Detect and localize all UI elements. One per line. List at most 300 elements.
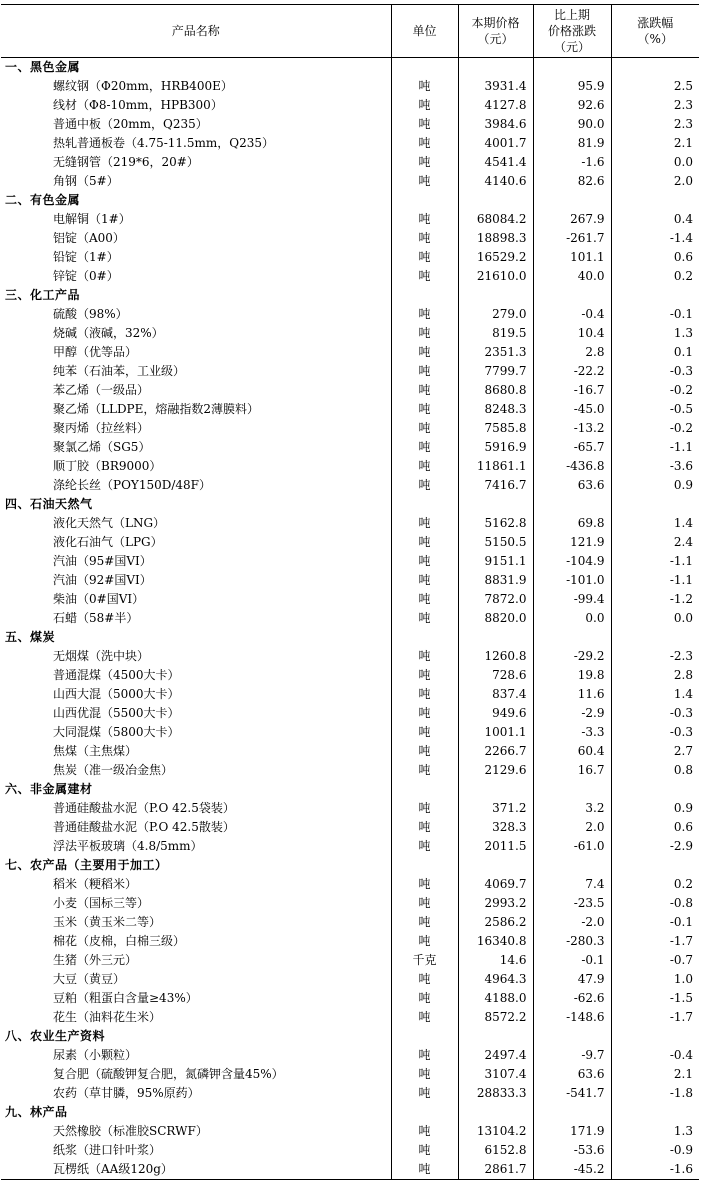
product-name-cell: 聚丙烯（拉丝料）	[53, 421, 150, 435]
percent-cell: 2.3	[611, 96, 699, 115]
category-row	[1, 495, 699, 514]
category-empty-cell	[533, 191, 611, 210]
table-row	[1, 343, 699, 362]
category-empty-cell	[611, 495, 699, 514]
unit-cell: 吨	[391, 875, 458, 894]
table-row	[1, 875, 699, 894]
product-name-cell: 普通中板（20mm，Q235）	[53, 117, 208, 131]
table-row	[1, 362, 699, 381]
change-cell: 2.8	[533, 343, 611, 362]
category-row	[1, 1103, 699, 1122]
percent-cell: -3.6	[611, 457, 699, 476]
price-cell: 5916.9	[458, 438, 533, 457]
percent-cell: 0.0	[611, 153, 699, 172]
table-row	[1, 571, 699, 590]
change-cell: -280.3	[533, 932, 611, 951]
category-name: 二、有色金属	[5, 193, 81, 207]
unit-cell: 吨	[391, 438, 458, 457]
unit-cell: 吨	[391, 761, 458, 780]
category-empty-cell	[611, 286, 699, 305]
category-row	[1, 286, 699, 305]
product-name-cell: 浮法平板玻璃（4.8/5mm）	[53, 839, 203, 853]
price-cell: 4001.7	[458, 134, 533, 153]
percent-cell: -1.1	[611, 571, 699, 590]
category-empty-cell	[458, 628, 533, 647]
change-cell: 267.9	[533, 210, 611, 229]
price-cell: 8831.9	[458, 571, 533, 590]
category-empty-cell	[533, 286, 611, 305]
price-cell: 4140.6	[458, 172, 533, 191]
change-cell: 121.9	[533, 533, 611, 552]
change-cell: 0.0	[533, 609, 611, 628]
header-price: 本期价格 （元）	[458, 5, 533, 58]
product-name-cell: 苯乙烯（一级品）	[53, 383, 150, 397]
percent-cell: -0.8	[611, 894, 699, 913]
change-cell: 63.6	[533, 476, 611, 495]
table-row	[1, 761, 699, 780]
percent-cell: -1.7	[611, 1008, 699, 1027]
change-cell: -45.0	[533, 400, 611, 419]
product-name-cell: 棉花（皮棉，白棉三级）	[53, 934, 186, 948]
percent-cell: 1.4	[611, 514, 699, 533]
change-cell: 171.9	[533, 1122, 611, 1141]
percent-cell: 0.6	[611, 818, 699, 837]
table-row	[1, 514, 699, 533]
price-cell: 68084.2	[458, 210, 533, 229]
category-name: 六、非金属建材	[5, 782, 93, 796]
unit-cell: 吨	[391, 153, 458, 172]
table-row	[1, 419, 699, 438]
product-name-cell: 角钢（5#）	[53, 174, 119, 188]
header-unit: 单位	[391, 5, 458, 58]
price-cell: 7872.0	[458, 590, 533, 609]
category-row	[1, 58, 699, 78]
change-cell: -23.5	[533, 894, 611, 913]
unit-cell: 吨	[391, 248, 458, 267]
table-row	[1, 134, 699, 153]
category-row	[1, 628, 699, 647]
category-empty-cell	[533, 1103, 611, 1122]
category-empty-cell	[391, 780, 458, 799]
product-name-cell: 聚氯乙烯（SG5）	[53, 440, 151, 454]
unit-cell: 吨	[391, 989, 458, 1008]
unit-cell: 吨	[391, 96, 458, 115]
price-cell: 2586.2	[458, 913, 533, 932]
product-name-cell: 小麦（国标三等）	[53, 896, 150, 910]
category-empty-cell	[458, 191, 533, 210]
table-row	[1, 1046, 699, 1065]
percent-cell: -0.7	[611, 951, 699, 970]
category-row	[1, 191, 699, 210]
product-name-cell: 液化天然气（LNG）	[53, 516, 166, 530]
percent-cell: 2.5	[611, 77, 699, 96]
table-row	[1, 400, 699, 419]
header-product-name: 产品名称	[1, 5, 391, 58]
price-cell: 2993.2	[458, 894, 533, 913]
change-cell: 95.9	[533, 77, 611, 96]
change-cell: -0.1	[533, 951, 611, 970]
percent-cell: -1.5	[611, 989, 699, 1008]
category-empty-cell	[533, 780, 611, 799]
table-row	[1, 818, 699, 837]
price-cell: 3931.4	[458, 77, 533, 96]
unit-cell: 吨	[391, 1084, 458, 1103]
price-cell: 4127.8	[458, 96, 533, 115]
category-empty-cell	[458, 1027, 533, 1046]
product-name-cell: 铝锭（A00）	[53, 231, 125, 245]
unit-cell: 吨	[391, 666, 458, 685]
category-name: 五、煤炭	[5, 630, 56, 644]
change-cell: -261.7	[533, 229, 611, 248]
unit-cell: 吨	[391, 400, 458, 419]
percent-cell: 0.1	[611, 343, 699, 362]
change-cell: -541.7	[533, 1084, 611, 1103]
percent-cell: -0.1	[611, 305, 699, 324]
table-row	[1, 96, 699, 115]
product-name-cell: 汽油（95#国VI）	[53, 554, 152, 568]
change-cell: 3.2	[533, 799, 611, 818]
percent-cell: 0.4	[611, 210, 699, 229]
table-row	[1, 552, 699, 571]
price-cell: 837.4	[458, 685, 533, 704]
product-name-cell: 铅锭（1#）	[53, 250, 119, 264]
change-cell: -16.7	[533, 381, 611, 400]
percent-cell: 0.2	[611, 267, 699, 286]
change-cell: -3.3	[533, 723, 611, 742]
table-row	[1, 704, 699, 723]
table-row	[1, 970, 699, 989]
category-name: 一、黑色金属	[5, 60, 81, 74]
table-row	[1, 609, 699, 628]
category-empty-cell	[391, 856, 458, 875]
table-row	[1, 799, 699, 818]
percent-cell: -1.1	[611, 552, 699, 571]
product-name-cell: 汽油（92#国VI）	[53, 573, 152, 587]
unit-cell: 吨	[391, 362, 458, 381]
unit-cell: 吨	[391, 324, 458, 343]
category-empty-cell	[533, 1027, 611, 1046]
table-row	[1, 229, 699, 248]
change-cell: -2.0	[533, 913, 611, 932]
product-name-cell: 甲醇（优等品）	[53, 345, 138, 359]
table-header	[1, 5, 699, 58]
percent-cell: 0.8	[611, 761, 699, 780]
product-name-cell: 无缝钢管（219*6，20#）	[53, 155, 199, 169]
price-cell: 8248.3	[458, 400, 533, 419]
product-name-cell: 热轧普通板卷（4.75-11.5mm，Q235）	[53, 136, 274, 150]
change-cell: 69.8	[533, 514, 611, 533]
product-name-cell: 液化石油气（LPG）	[53, 535, 163, 549]
category-empty-cell	[611, 191, 699, 210]
change-cell: 40.0	[533, 267, 611, 286]
percent-cell: -0.9	[611, 1141, 699, 1160]
change-cell: -65.7	[533, 438, 611, 457]
table-row	[1, 248, 699, 267]
category-name: 四、石油天然气	[5, 497, 93, 511]
product-name-cell: 山西优混（5500大卡）	[53, 706, 180, 720]
percent-cell: 0.2	[611, 875, 699, 894]
unit-cell: 吨	[391, 419, 458, 438]
percent-cell: 2.7	[611, 742, 699, 761]
percent-cell: 0.9	[611, 476, 699, 495]
table-row	[1, 305, 699, 324]
product-name-cell: 花生（油料花生米）	[53, 1010, 162, 1024]
percent-cell: 2.3	[611, 115, 699, 134]
percent-cell: 0.0	[611, 609, 699, 628]
unit-cell: 千克	[391, 951, 458, 970]
unit-cell: 吨	[391, 115, 458, 134]
price-cell: 3984.6	[458, 115, 533, 134]
product-name-cell: 稻米（粳稻米）	[53, 877, 138, 891]
table-row	[1, 267, 699, 286]
unit-cell: 吨	[391, 932, 458, 951]
percent-cell: -2.3	[611, 647, 699, 666]
table-row	[1, 647, 699, 666]
category-row	[1, 780, 699, 799]
table-row	[1, 1008, 699, 1027]
change-cell: 82.6	[533, 172, 611, 191]
percent-cell: -2.9	[611, 837, 699, 856]
product-name-cell: 普通硅酸盐水泥（P.O 42.5袋装）	[53, 801, 235, 815]
percent-cell: -0.2	[611, 381, 699, 400]
percent-cell: -1.6	[611, 1160, 699, 1180]
price-cell: 4964.3	[458, 970, 533, 989]
category-empty-cell	[533, 628, 611, 647]
change-cell: 90.0	[533, 115, 611, 134]
category-empty-cell	[458, 495, 533, 514]
unit-cell: 吨	[391, 685, 458, 704]
category-empty-cell	[391, 1103, 458, 1122]
change-cell: 2.0	[533, 818, 611, 837]
header-change: 比上期 价格涨跌 （元）	[533, 5, 611, 58]
category-empty-cell	[458, 286, 533, 305]
product-name-cell: 天然橡胶（标准胶SCRWF）	[53, 1124, 208, 1138]
percent-cell: 0.6	[611, 248, 699, 267]
price-cell: 5150.5	[458, 533, 533, 552]
category-empty-cell	[391, 495, 458, 514]
category-empty-cell	[611, 628, 699, 647]
product-name-cell: 大同混煤（5800大卡）	[53, 725, 180, 739]
unit-cell: 吨	[391, 457, 458, 476]
table-body	[1, 58, 699, 1180]
unit-cell: 吨	[391, 913, 458, 932]
percent-cell: 0.9	[611, 799, 699, 818]
price-cell: 4541.4	[458, 153, 533, 172]
percent-cell: 2.8	[611, 666, 699, 685]
change-cell: -148.6	[533, 1008, 611, 1027]
change-cell: 19.8	[533, 666, 611, 685]
price-table	[1, 4, 699, 1180]
product-name-cell: 焦炭（准一级冶金焦）	[53, 763, 174, 777]
price-cell: 4069.7	[458, 875, 533, 894]
unit-cell: 吨	[391, 134, 458, 153]
change-cell: -0.4	[533, 305, 611, 324]
unit-cell: 吨	[391, 723, 458, 742]
price-cell: 11861.1	[458, 457, 533, 476]
product-name-cell: 聚乙烯（LLDPE，熔融指数2薄膜料）	[53, 402, 260, 416]
category-name: 七、农产品（主要用于加工）	[5, 858, 168, 872]
category-empty-cell	[533, 495, 611, 514]
price-cell: 1260.8	[458, 647, 533, 666]
table-row	[1, 210, 699, 229]
product-name-cell: 柴油（0#国VI）	[53, 592, 145, 606]
unit-cell: 吨	[391, 1065, 458, 1084]
change-cell: -29.2	[533, 647, 611, 666]
table-row	[1, 1065, 699, 1084]
table-row	[1, 533, 699, 552]
category-empty-cell	[391, 1027, 458, 1046]
change-cell: -45.2	[533, 1160, 611, 1180]
change-cell: 63.6	[533, 1065, 611, 1084]
product-name-cell: 石蜡（58#半）	[53, 611, 139, 625]
table-row	[1, 77, 699, 96]
percent-cell: -0.2	[611, 419, 699, 438]
product-name-cell: 瓦楞纸（AA级120g）	[1, 1160, 391, 1180]
product-name-cell: 纯苯（石油苯，工业级）	[53, 364, 186, 378]
table-row	[1, 324, 699, 343]
change-cell: 101.1	[533, 248, 611, 267]
product-name-cell: 顺丁胶（BR9000）	[53, 459, 162, 473]
table-row	[1, 381, 699, 400]
percent-cell: 1.0	[611, 970, 699, 989]
product-name-cell: 普通硅酸盐水泥（P.O 42.5散装）	[53, 820, 235, 834]
percent-cell: -0.3	[611, 362, 699, 381]
change-cell: 7.4	[533, 875, 611, 894]
table-row	[1, 837, 699, 856]
category-empty-cell	[611, 1027, 699, 1046]
unit-cell: 吨	[391, 476, 458, 495]
product-name-cell: 涤纶长丝（POY150D/48F）	[53, 478, 211, 492]
category-empty-cell	[458, 856, 533, 875]
header-percent: 涨跌幅 （%）	[611, 5, 699, 58]
price-cell: 2497.4	[458, 1046, 533, 1065]
price-cell: 2011.5	[458, 837, 533, 856]
unit-cell: 吨	[391, 894, 458, 913]
price-cell: 14.6	[458, 951, 533, 970]
price-cell: 13104.2	[458, 1122, 533, 1141]
table-row	[1, 1084, 699, 1103]
category-row	[1, 856, 699, 875]
category-empty-cell	[458, 58, 533, 78]
product-name-cell: 大豆（黄豆）	[53, 972, 126, 986]
unit-cell: 吨	[391, 267, 458, 286]
category-empty-cell	[391, 191, 458, 210]
price-cell: 4188.0	[458, 989, 533, 1008]
product-name-cell: 线材（Φ8-10mm，HPB300）	[53, 98, 223, 112]
percent-cell: -1.8	[611, 1084, 699, 1103]
product-name-cell: 农药（草甘膦，95%原药）	[53, 1086, 200, 1100]
percent-cell: 2.0	[611, 172, 699, 191]
price-cell: 8680.8	[458, 381, 533, 400]
table-row	[1, 476, 699, 495]
change-cell: 81.9	[533, 134, 611, 153]
product-name-cell: 豆粕（粗蛋白含量≥43%）	[53, 991, 198, 1005]
price-cell: 9151.1	[458, 552, 533, 571]
table-row	[1, 1160, 699, 1180]
price-cell: 8820.0	[458, 609, 533, 628]
percent-cell: -1.7	[611, 932, 699, 951]
price-cell: 279.0	[458, 305, 533, 324]
table-row	[1, 685, 699, 704]
unit-cell: 吨	[391, 647, 458, 666]
product-name-cell: 生猪（外三元）	[53, 953, 138, 967]
unit-cell: 吨	[391, 381, 458, 400]
change-cell: -61.0	[533, 837, 611, 856]
change-cell: -1.6	[533, 153, 611, 172]
unit-cell: 吨	[391, 742, 458, 761]
price-cell: 2351.3	[458, 343, 533, 362]
unit-cell: 吨	[391, 1160, 458, 1180]
category-name: 三、化工产品	[5, 288, 81, 302]
product-name-cell: 玉米（黄玉米二等）	[53, 915, 162, 929]
product-name-cell: 电解铜（1#）	[53, 212, 131, 226]
category-name: 八、农业生产资料	[5, 1029, 106, 1043]
change-cell: -101.0	[533, 571, 611, 590]
price-cell: 18898.3	[458, 229, 533, 248]
product-name-cell: 无烟煤（洗中块）	[53, 649, 150, 663]
unit-cell: 吨	[391, 609, 458, 628]
price-cell: 8572.2	[458, 1008, 533, 1027]
unit-cell: 吨	[391, 343, 458, 362]
change-cell: 16.7	[533, 761, 611, 780]
percent-cell: 2.4	[611, 533, 699, 552]
unit-cell: 吨	[391, 1008, 458, 1027]
table-row	[1, 932, 699, 951]
table-row	[1, 438, 699, 457]
category-empty-cell	[611, 856, 699, 875]
percent-cell: -0.3	[611, 723, 699, 742]
price-cell: 2266.7	[458, 742, 533, 761]
category-empty-cell	[391, 286, 458, 305]
percent-cell: 1.4	[611, 685, 699, 704]
table-row	[1, 115, 699, 134]
price-cell: 949.6	[458, 704, 533, 723]
price-cell: 2861.7	[458, 1160, 533, 1180]
change-cell: 10.4	[533, 324, 611, 343]
product-name-cell: 锌锭（0#）	[53, 269, 119, 283]
table-row	[1, 172, 699, 191]
percent-cell: -0.3	[611, 704, 699, 723]
change-cell: -9.7	[533, 1046, 611, 1065]
percent-cell: -0.4	[611, 1046, 699, 1065]
price-cell: 1001.1	[458, 723, 533, 742]
price-cell: 7585.8	[458, 419, 533, 438]
category-empty-cell	[458, 1103, 533, 1122]
change-cell: -99.4	[533, 590, 611, 609]
price-cell: 7416.7	[458, 476, 533, 495]
percent-cell: -1.4	[611, 229, 699, 248]
price-cell: 21610.0	[458, 267, 533, 286]
price-cell: 16529.2	[458, 248, 533, 267]
percent-cell: -1.2	[611, 590, 699, 609]
product-name-cell: 硫酸（98%）	[53, 307, 128, 321]
category-empty-cell	[611, 780, 699, 799]
category-empty-cell	[391, 58, 458, 78]
unit-cell: 吨	[391, 571, 458, 590]
change-cell: -436.8	[533, 457, 611, 476]
unit-cell: 吨	[391, 77, 458, 96]
table-row	[1, 913, 699, 932]
unit-cell: 吨	[391, 172, 458, 191]
price-cell: 5162.8	[458, 514, 533, 533]
price-cell: 3107.4	[458, 1065, 533, 1084]
change-cell: -53.6	[533, 1141, 611, 1160]
category-empty-cell	[391, 628, 458, 647]
price-cell: 728.6	[458, 666, 533, 685]
price-cell: 7799.7	[458, 362, 533, 381]
table-row	[1, 723, 699, 742]
price-cell: 6152.8	[458, 1141, 533, 1160]
